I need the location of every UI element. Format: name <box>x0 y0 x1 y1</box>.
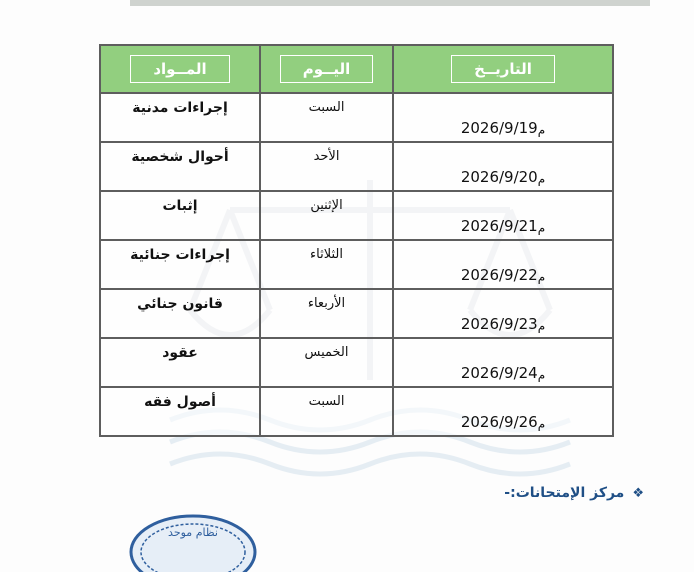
header-subject: المــواد <box>100 45 260 93</box>
table-row <box>100 191 613 240</box>
day-cell: الأحد <box>313 149 340 164</box>
exam-center-label: مركز الإمتحانات:- <box>504 485 625 501</box>
subject-cell: قانون جنائي <box>137 296 223 312</box>
table-header-row <box>100 45 613 93</box>
subject-cell: إجراءات جنائية <box>130 247 230 263</box>
date-cell: 2026/9/23 م <box>460 315 546 333</box>
header-day: اليــوم <box>260 45 393 93</box>
official-stamp-seal <box>128 492 258 572</box>
date-cell: 2026/9/19 م <box>460 119 546 137</box>
table-row <box>100 338 613 387</box>
header-date: التاريــخ <box>393 45 613 93</box>
svg-text:نظام موحد: نظام موحد <box>168 526 218 539</box>
subject-cell: أصول فقه <box>144 394 216 410</box>
exam-schedule-table <box>99 44 614 437</box>
subject-cell: إثبات <box>162 198 198 214</box>
table-row <box>100 93 613 142</box>
date-cell: 2026/9/24 م <box>460 364 546 382</box>
table-row <box>100 387 613 436</box>
subject-cell: أحوال شخصية <box>131 149 229 165</box>
day-cell: السبت <box>308 100 345 115</box>
date-cell: 2026/9/26 م <box>460 413 546 431</box>
day-cell: الخميس <box>304 345 349 360</box>
table-row <box>100 142 613 191</box>
table-row <box>100 289 613 338</box>
date-cell: 2026/9/22 م <box>460 266 546 284</box>
day-cell: الأربعاء <box>307 296 346 311</box>
top-divider <box>130 0 650 6</box>
day-cell: السبت <box>308 394 345 409</box>
date-cell: 2026/9/20 م <box>460 168 546 186</box>
diamond-bullet-icon: ❖ <box>632 485 644 501</box>
subject-cell: إجراءات مدنية <box>132 100 228 116</box>
day-cell: الإثنين <box>310 198 343 213</box>
subject-cell: عقود <box>162 345 198 361</box>
date-cell: 2026/9/21 م <box>460 217 546 235</box>
exam-center-heading <box>504 485 644 501</box>
day-cell: الثلاثاء <box>310 247 343 262</box>
table-row <box>100 240 613 289</box>
